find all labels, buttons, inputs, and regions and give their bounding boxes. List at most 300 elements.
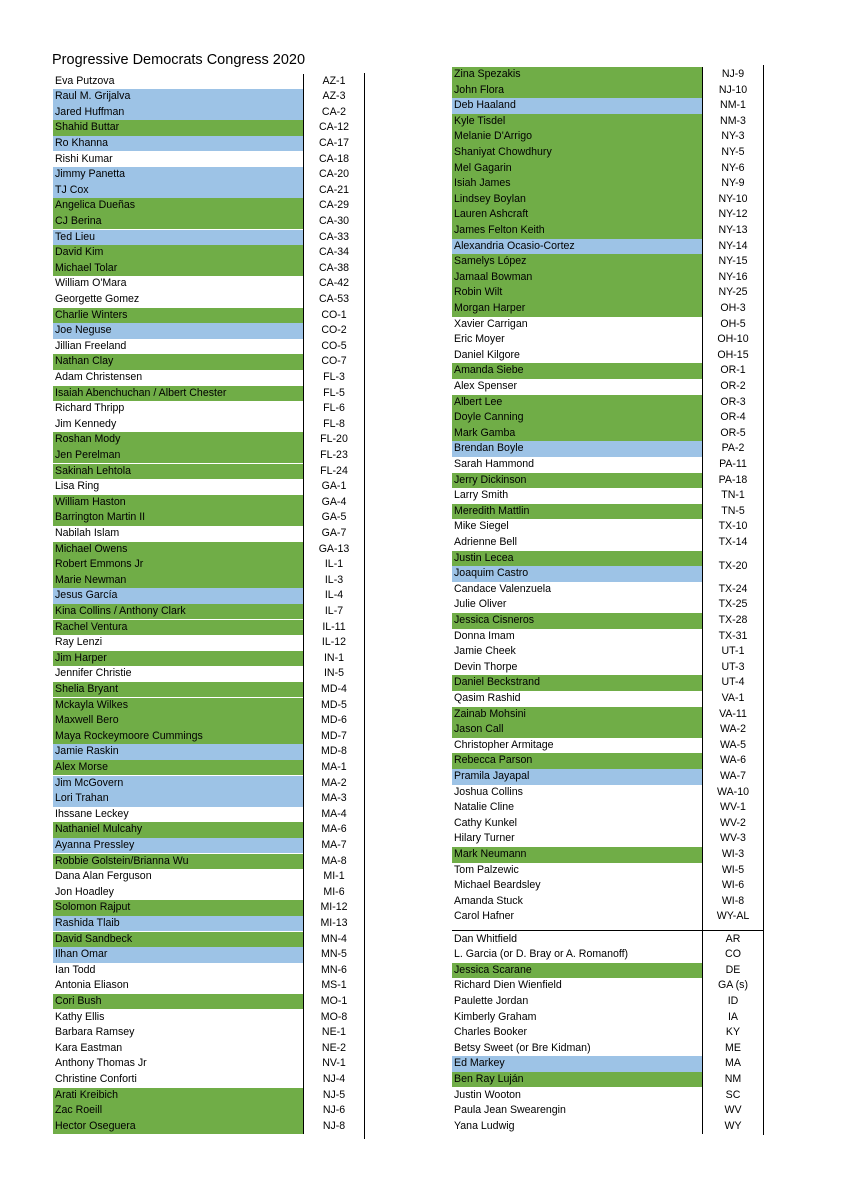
candidate-name: Nabilah Islam — [55, 526, 120, 539]
candidate-name: Michael Tolar — [55, 261, 118, 274]
candidate-name: Donna Imam — [454, 629, 515, 642]
district-code: IN-5 — [323, 667, 344, 680]
district-code: OR-5 — [720, 426, 746, 439]
table-row — [53, 947, 347, 963]
district-code: CA-38 — [318, 261, 350, 274]
district-code: WA-5 — [719, 738, 747, 751]
candidate-name: Roshan Mody — [55, 433, 121, 446]
district-code: GA-1 — [321, 480, 347, 493]
district-code: CA-34 — [318, 246, 350, 259]
table-row — [53, 791, 347, 807]
candidate-name: Jon Hoadley — [55, 885, 114, 898]
district-code: CA-20 — [318, 168, 350, 181]
table-row — [53, 932, 347, 948]
district-code: MA-2 — [321, 776, 347, 789]
district-code: CA-29 — [318, 199, 350, 212]
table-row — [452, 847, 745, 863]
candidate-name: Mark Gamba — [454, 426, 516, 439]
district-code: WA-6 — [719, 754, 747, 767]
district-code: NJ-10 — [718, 83, 748, 96]
section-divider — [452, 930, 763, 931]
candidate-name: Paula Jean Swearengin — [454, 1104, 566, 1117]
candidate-name: Mel Gagarin — [454, 161, 512, 174]
candidate-name: Carol Hafner — [454, 910, 515, 923]
candidate-name: Joshua Collins — [454, 785, 523, 798]
divider-line — [763, 65, 764, 1135]
district-code: WI-5 — [721, 863, 745, 876]
district-code: CA-53 — [318, 292, 350, 305]
district-code: FL-20 — [320, 433, 348, 446]
table-row — [53, 386, 345, 402]
table-row — [53, 760, 347, 776]
candidate-name: Justin Lecea — [454, 551, 514, 564]
table-row — [452, 660, 745, 676]
district-code: WY — [724, 1119, 742, 1132]
district-code: MD-4 — [321, 682, 347, 695]
district-code: TX-28 — [718, 614, 748, 626]
district-code: WA-2 — [719, 723, 747, 736]
candidate-name: Alexandria Ocasio-Cortez — [454, 239, 575, 252]
district-code: CO — [725, 948, 741, 961]
district-code: ID — [727, 994, 739, 1007]
candidate-name: Qasim Rashid — [454, 692, 521, 704]
candidate-name: Angelica Dueñas — [55, 199, 136, 212]
district-code: NV-1 — [322, 1057, 346, 1070]
candidate-name: Kara Eastman — [55, 1041, 123, 1054]
district-code: WY-AL — [716, 910, 750, 923]
table-row — [53, 1072, 346, 1088]
district-code: GA (s) — [717, 979, 749, 992]
district-code: MI-6 — [323, 885, 345, 898]
candidate-name: Cathy Kunkel — [454, 816, 518, 829]
candidate-name: Ro Khanna — [55, 136, 109, 149]
district-code: WI-6 — [721, 879, 745, 892]
table-row — [53, 978, 347, 994]
district-code: NE-1 — [321, 1026, 347, 1039]
district-code: UT-4 — [721, 676, 745, 689]
candidate-name: Barrington Martin II — [55, 511, 146, 524]
table-row — [53, 885, 345, 901]
table-row — [452, 994, 739, 1010]
district-code: OR-3 — [720, 395, 746, 408]
table-row — [452, 426, 746, 442]
table-row — [53, 651, 344, 667]
table-row — [53, 245, 350, 261]
district-code: MD-5 — [321, 698, 347, 711]
district-code: NY-6 — [721, 161, 745, 174]
table-row — [452, 98, 746, 114]
district-code: OR-1 — [720, 364, 746, 377]
district-code: IL-12 — [321, 636, 347, 649]
district-code: DE — [725, 963, 741, 976]
candidate-name: Ian Todd — [55, 963, 96, 976]
district-code: TX-31 — [718, 629, 748, 642]
candidate-name: Daniel Beckstrand — [454, 676, 540, 689]
candidate-name: Morgan Harper — [454, 302, 526, 314]
district-code: NM-1 — [720, 99, 746, 112]
district-code: CO-5 — [321, 339, 347, 352]
table-row — [53, 573, 344, 589]
candidate-name: David Kim — [55, 246, 104, 259]
table-row — [452, 963, 741, 979]
district-code: NY-9 — [721, 177, 745, 190]
candidate-name: Kyle Tisdel — [454, 114, 506, 127]
candidate-name: Jimmy Panetta — [55, 168, 126, 181]
district-code: NY-12 — [718, 208, 748, 221]
candidate-name: Christine Conforti — [55, 1072, 137, 1085]
candidate-name: David Sandbeck — [55, 932, 133, 945]
candidate-name: Mike Siegel — [454, 520, 509, 533]
table-row — [53, 323, 347, 339]
candidate-name: Nathaniel Mulcahy — [55, 823, 143, 836]
table-row — [452, 317, 746, 333]
district-code: NM-3 — [720, 114, 746, 127]
candidate-name: Shahid Buttar — [55, 121, 120, 134]
divider-line — [303, 74, 304, 1135]
district-code: FL-6 — [323, 402, 345, 415]
table-row — [452, 816, 746, 832]
candidate-name: Amanda Stuck — [454, 894, 523, 907]
candidate-name: Samelys López — [454, 255, 527, 268]
table-row — [452, 675, 745, 691]
table-row — [452, 753, 747, 769]
table-row — [452, 441, 745, 457]
table-row — [53, 838, 347, 854]
candidate-name: Jessica Cisneros — [454, 614, 535, 626]
table-row — [452, 1119, 742, 1135]
table-row — [53, 510, 347, 526]
candidate-name: Shelia Bryant — [55, 682, 119, 695]
table-row — [452, 722, 747, 738]
candidate-name: Xavier Carrigan — [454, 317, 528, 330]
table-row — [452, 223, 748, 239]
district-code: MA-4 — [321, 807, 347, 820]
candidate-name: Ray Lenzi — [55, 636, 103, 649]
table-row — [452, 1010, 738, 1026]
district-code: PA-2 — [721, 442, 745, 455]
district-code: GA-7 — [321, 526, 347, 539]
table-row — [452, 707, 747, 723]
candidate-name: Rebecca Parson — [454, 754, 533, 767]
candidate-name: Zina Spezakis — [454, 68, 521, 80]
table-row — [53, 729, 347, 745]
candidate-name: Mark Neumann — [454, 848, 527, 860]
district-code: CA-18 — [318, 152, 350, 165]
table-row — [53, 900, 348, 916]
district-code: CA-42 — [318, 277, 350, 290]
candidate-name: Sakinah Lehtola — [55, 464, 131, 477]
candidate-name: Lori Trahan — [55, 792, 109, 805]
table-row — [452, 145, 745, 161]
district-code: NJ-4 — [322, 1072, 346, 1085]
candidate-name: Devin Thorpe — [454, 660, 518, 673]
candidate-name: Robert Emmons Jr — [55, 558, 144, 571]
table-row — [53, 354, 347, 370]
table-row — [452, 379, 746, 395]
candidate-name: William O'Mara — [55, 277, 127, 290]
district-code: ME — [725, 1041, 741, 1054]
candidate-name: Alex Spenser — [454, 380, 518, 392]
district-code: IL-7 — [324, 604, 344, 617]
candidate-name: Jamaal Bowman — [454, 270, 533, 283]
table-row — [53, 417, 345, 433]
district-code: MA-3 — [321, 792, 347, 805]
table-row — [452, 613, 748, 629]
table-row — [452, 332, 749, 348]
district-code: IL-11 — [322, 620, 346, 633]
table-row — [452, 1072, 742, 1088]
table-row — [53, 292, 350, 308]
district-code: NJ-6 — [322, 1104, 346, 1117]
candidate-name: Daniel Kilgore — [454, 348, 520, 361]
table-row — [452, 473, 748, 489]
district-code: MI-1 — [323, 870, 345, 883]
district-code: CA-21 — [318, 183, 350, 196]
district-code: AZ-1 — [322, 74, 346, 87]
district-code: TX-10 — [718, 520, 748, 533]
district-code: TX-25 — [718, 598, 748, 611]
candidate-name: Cori Bush — [55, 994, 102, 1007]
candidate-name: Jim Harper — [55, 651, 107, 664]
table-row — [53, 495, 347, 511]
table-row — [452, 504, 745, 520]
district-code: NE-2 — [321, 1041, 347, 1054]
table-row — [452, 192, 748, 208]
district-code: IL-4 — [324, 589, 344, 602]
candidate-name: Jamie Raskin — [55, 745, 119, 758]
district-code: NY-25 — [718, 286, 748, 299]
table-row — [452, 785, 749, 801]
district-code: OH-15 — [717, 348, 749, 361]
candidate-name: Rachel Ventura — [55, 620, 128, 633]
candidate-name: Isaiah Abenchuchan / Albert Chester — [55, 386, 227, 399]
table-row — [53, 542, 350, 558]
district-code: NJ-5 — [322, 1088, 346, 1101]
district-code: MN-5 — [321, 948, 347, 961]
divider-line — [702, 67, 703, 1134]
table-row — [53, 167, 350, 183]
candidate-name: Robbie Golstein/Brianna Wu — [55, 854, 189, 867]
candidate-name: Sarah Hammond — [454, 458, 535, 470]
table-row — [452, 691, 745, 707]
district-code: MD-8 — [321, 745, 347, 758]
district-code: NY-14 — [718, 239, 748, 252]
district-code: TX-24 — [718, 582, 748, 595]
table-row — [452, 254, 748, 270]
district-code: UT-3 — [721, 660, 745, 673]
table-row — [53, 1041, 347, 1057]
candidate-name: Jillian Freeland — [55, 339, 127, 352]
district-code: MD-7 — [321, 729, 347, 742]
table-row — [53, 620, 346, 636]
candidate-name: Ted Lieu — [55, 230, 96, 243]
table-row — [53, 776, 347, 792]
candidate-name: Hector Oseguera — [55, 1119, 136, 1132]
district-code: CO-2 — [321, 324, 347, 337]
candidate-name: Lauren Ashcraft — [454, 208, 529, 221]
candidate-name: Jared Huffman — [55, 105, 125, 118]
candidate-name: Shaniyat Chowdhury — [454, 146, 552, 158]
table-row — [53, 136, 350, 152]
table-row — [452, 909, 750, 925]
candidate-name: Marie Newman — [55, 573, 127, 586]
table-row — [452, 582, 748, 598]
table-row — [452, 1056, 741, 1072]
table-row — [452, 410, 746, 426]
table-row — [53, 869, 345, 885]
candidate-name: Maya Rockeymoore Cummings — [55, 729, 203, 742]
candidate-name: Rishi Kumar — [55, 152, 113, 165]
candidate-name: William Haston — [55, 495, 126, 508]
candidate-name: James Felton Keith — [454, 224, 545, 236]
table-row — [452, 161, 745, 177]
table-row — [452, 176, 745, 192]
district-code: WV — [724, 1104, 742, 1117]
candidate-name: Doyle Canning — [454, 411, 524, 424]
candidate-name: Jamie Cheek — [454, 645, 516, 658]
candidate-name: Solomon Rajput — [55, 901, 131, 914]
candidate-name: Amanda Siebe — [454, 364, 524, 377]
table-row — [53, 74, 346, 90]
table-row — [452, 348, 749, 364]
candidate-name: Michael Beardsley — [454, 879, 541, 892]
district-code: NJ-9 — [721, 68, 745, 80]
row-highlight — [53, 183, 303, 199]
table-row — [452, 769, 747, 785]
candidate-name: Ihssane Leckey — [55, 807, 129, 820]
table-row — [53, 994, 348, 1010]
district-code: NY-15 — [718, 255, 748, 268]
candidate-name: Barbara Ramsey — [55, 1026, 135, 1039]
table-row — [452, 1088, 741, 1104]
table-row — [452, 129, 745, 145]
table-row — [452, 83, 748, 99]
district-code: PA-18 — [718, 473, 748, 486]
candidate-name: Justin Wooton — [454, 1088, 521, 1101]
table-row — [53, 666, 344, 682]
table-row — [452, 114, 746, 130]
table-row — [452, 207, 748, 223]
district-code: WV-2 — [720, 816, 746, 829]
candidate-name: Albert Lee — [454, 395, 503, 408]
table-row — [53, 89, 346, 105]
candidate-name: Isiah James — [454, 177, 511, 190]
district-code: OH-3 — [720, 302, 746, 314]
district-code: SC — [725, 1088, 741, 1101]
district-code: MA — [725, 1057, 741, 1070]
table-row — [53, 448, 348, 464]
district-code: CO-1 — [321, 308, 347, 321]
district-code: OR-2 — [720, 380, 746, 392]
district-code: WV-1 — [720, 801, 746, 814]
district-code: FL-3 — [323, 370, 345, 383]
district-code: MA-7 — [321, 838, 347, 851]
district-code: UT-1 — [721, 645, 745, 658]
table-row — [452, 67, 745, 83]
district-code: PA-11 — [719, 458, 747, 470]
district-code: FL-23 — [320, 448, 348, 461]
table-row — [53, 401, 345, 417]
district-code: WA-10 — [717, 785, 749, 798]
table-row — [452, 878, 745, 894]
candidate-name: Dan Whitfield — [454, 932, 517, 945]
candidate-name: Adam Christensen — [55, 370, 143, 383]
district-code: TN-5 — [721, 504, 745, 517]
table-row — [53, 698, 347, 714]
table-row — [53, 152, 350, 168]
table-row — [53, 682, 347, 698]
table-row — [452, 363, 746, 379]
district-code: TN-1 — [721, 489, 745, 502]
candidate-name: Kimberly Graham — [454, 1010, 537, 1023]
table-row — [452, 566, 702, 582]
table-row — [53, 198, 350, 214]
candidate-name: Ayanna Pressley — [55, 838, 135, 851]
candidate-name: Maxwell Bero — [55, 714, 119, 727]
district-code: MA-8 — [321, 854, 347, 867]
district-code: MO-1 — [320, 994, 348, 1007]
table-row — [452, 863, 745, 879]
table-row — [53, 963, 347, 979]
table-row — [53, 916, 348, 932]
district-code: OH-5 — [720, 317, 746, 330]
district-code: FL-5 — [323, 386, 345, 399]
district-code: NY-10 — [718, 192, 748, 205]
candidate-name: Jennifer Christie — [55, 667, 132, 680]
district-code: AZ-3 — [322, 90, 346, 103]
table-row — [452, 629, 748, 645]
district-code: VA-11 — [719, 707, 747, 720]
candidate-name: Julie Oliver — [454, 598, 507, 611]
candidate-name: L. Garcia (or D. Bray or A. Romanoff) — [454, 948, 629, 961]
divider-line — [364, 73, 365, 1139]
candidate-name: Christopher Armitage — [454, 738, 554, 751]
candidate-name: Ed Markey — [454, 1057, 505, 1070]
candidate-name: Alex Morse — [55, 760, 108, 773]
table-row — [452, 488, 745, 504]
table-row — [53, 1103, 346, 1119]
district-code: NY-3 — [721, 130, 745, 143]
candidate-name: Anthony Thomas Jr — [55, 1057, 147, 1070]
district-code: NY-5 — [721, 146, 745, 158]
table-row — [452, 978, 749, 994]
district-code: GA-5 — [321, 511, 347, 524]
district-code: CA-2 — [321, 105, 347, 118]
candidate-name: Charles Booker — [454, 1026, 528, 1039]
candidate-name: Kathy Ellis — [55, 1010, 105, 1023]
table-row — [53, 557, 344, 573]
district-code: OR-4 — [720, 411, 746, 424]
district-code: MN-4 — [321, 932, 347, 945]
candidate-name: Meredith Mattlin — [454, 504, 530, 517]
candidate-name: John Flora — [454, 83, 505, 96]
candidate-name: Jason Call — [454, 723, 504, 736]
candidate-name: Charlie Winters — [55, 308, 128, 321]
table-row — [53, 713, 347, 729]
table-row — [53, 308, 347, 324]
candidate-name: Dana Alan Ferguson — [55, 870, 152, 883]
district-code: IN-1 — [323, 651, 344, 664]
table-row — [53, 464, 348, 480]
candidate-name: Mckayla Wilkes — [55, 698, 128, 711]
table-row — [53, 1119, 346, 1135]
district-code: CA-30 — [318, 214, 350, 227]
district-code: CA-33 — [318, 230, 350, 243]
table-row — [53, 1010, 348, 1026]
district-code: VA-1 — [721, 692, 745, 704]
table-row — [53, 370, 345, 386]
candidate-name: Robin Wilt — [454, 286, 503, 299]
